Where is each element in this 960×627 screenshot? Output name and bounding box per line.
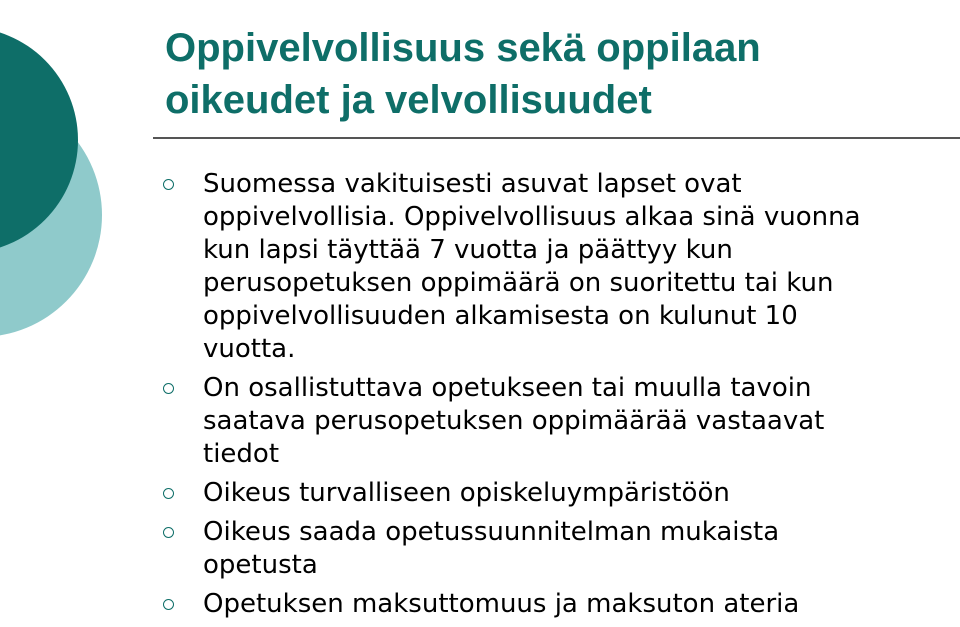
bullet-text-line: Opetuksen maksuttomuus ja maksuton ateria	[203, 589, 800, 619]
bullet-text-line: oppivelvollisia. Oppivelvollisuus alkaa sinä vuonna	[203, 202, 861, 232]
bullet-item	[160, 516, 950, 582]
bullet-list	[160, 168, 950, 627]
slide-title	[165, 22, 945, 126]
bullet-text-line: kun lapsi täyttää 7 vuotta ja päättyy kun	[203, 235, 733, 265]
bullet-item	[160, 588, 950, 621]
title-divider	[153, 137, 960, 139]
hollow-circle-bullet-icon	[163, 383, 174, 394]
bullet-item	[160, 168, 950, 366]
bullet-text-line: Suomessa vakituisesti asuvat lapset ovat	[203, 169, 742, 199]
hollow-circle-bullet-icon	[163, 527, 174, 538]
hollow-circle-bullet-icon	[163, 488, 174, 499]
bullet-item	[160, 477, 950, 510]
hollow-circle-bullet-icon	[163, 599, 174, 610]
bullet-text-line: Oikeus saada opetussuunnitelman mukaista	[203, 517, 780, 547]
bullet-text-line: opetusta	[203, 550, 318, 580]
bullet-text-line: vuotta.	[203, 334, 296, 364]
decorative-circles-graphic	[0, 0, 120, 400]
bullet-text-line: Oikeus turvalliseen opiskeluympäristöön	[203, 478, 730, 508]
bullet-text-line: saatava perusopetuksen oppimäärää vastaavat	[203, 406, 825, 436]
bullet-text-line: On osallistuttava opetukseen tai muulla tavoin	[203, 373, 812, 403]
slide-title-line: Oppivelvollisuus sekä oppilaan	[165, 26, 761, 70]
bullet-text-line: oppivelvollisuuden alkamisesta on kulunut 10	[203, 301, 798, 331]
bullet-text-line: tiedot	[203, 439, 280, 469]
bullet-text-line: perusopetuksen oppimäärä on suoritettu tai kun	[203, 268, 834, 298]
slide-title-line: oikeudet ja velvollisuudet	[165, 78, 652, 122]
hollow-circle-bullet-icon	[163, 179, 174, 190]
bullet-item	[160, 372, 950, 471]
